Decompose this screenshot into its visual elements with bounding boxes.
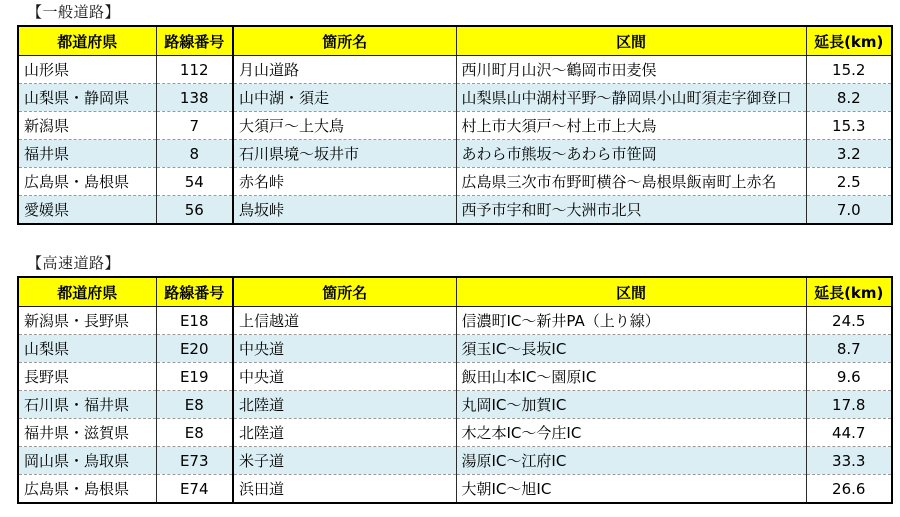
col-header-route-number: 路線番号 — [156, 277, 233, 307]
cell-section: 大朝IC～旭IC — [456, 475, 806, 504]
cell-length-km: 26.6 — [806, 475, 892, 504]
cell-route-number: E20 — [156, 335, 233, 363]
cell-route-number: E8 — [156, 391, 233, 419]
cell-route-number: E19 — [156, 363, 233, 391]
cell-location-name: 中央道 — [233, 335, 456, 363]
table-row — [18, 475, 892, 504]
cell-location-name: 赤名峠 — [233, 168, 456, 196]
cell-section: あわら市熊坂～あわら市笹岡 — [456, 140, 806, 168]
table-row — [18, 307, 892, 335]
cell-prefecture: 広島県・島根県 — [18, 475, 156, 504]
cell-location-name: 浜田道 — [233, 475, 456, 504]
cell-prefecture: 福井県・滋賀県 — [18, 419, 156, 447]
general-roads-section — [17, 2, 893, 225]
cell-route-number: 138 — [156, 84, 233, 112]
cell-length-km: 17.8 — [806, 391, 892, 419]
cell-route-number: E74 — [156, 475, 233, 504]
table-row — [18, 168, 892, 196]
col-header-location-name: 箇所名 — [233, 26, 456, 56]
cell-location-name: 鳥坂峠 — [233, 196, 456, 225]
cell-location-name: 石川県境～坂井市 — [233, 140, 456, 168]
cell-section: 山梨県山中湖村平野～静岡県小山町須走字御登口 — [456, 84, 806, 112]
cell-location-name: 大須戸～上大鳥 — [233, 112, 456, 140]
cell-length-km: 44.7 — [806, 419, 892, 447]
cell-route-number: 112 — [156, 56, 233, 84]
cell-route-number: 7 — [156, 112, 233, 140]
col-header-length-km: 延長(km) — [806, 26, 892, 56]
cell-prefecture: 岡山県・鳥取県 — [18, 447, 156, 475]
cell-prefecture: 福井県 — [18, 140, 156, 168]
cell-route-number: 54 — [156, 168, 233, 196]
cell-route-number: 8 — [156, 140, 233, 168]
cell-location-name: 北陸道 — [233, 391, 456, 419]
cell-prefecture: 山梨県 — [18, 335, 156, 363]
col-header-prefecture: 都道府県 — [18, 26, 156, 56]
cell-section: 西川町月山沢～鶴岡市田麦俣 — [456, 56, 806, 84]
cell-length-km: 8.7 — [806, 335, 892, 363]
cell-location-name: 月山道路 — [233, 56, 456, 84]
cell-length-km: 24.5 — [806, 307, 892, 335]
cell-section: 須玉IC～長坂IC — [456, 335, 806, 363]
table-row — [18, 112, 892, 140]
cell-length-km: 2.5 — [806, 168, 892, 196]
cell-route-number: E18 — [156, 307, 233, 335]
cell-section: 丸岡IC～加賀IC — [456, 391, 806, 419]
cell-length-km: 33.3 — [806, 447, 892, 475]
cell-length-km: 15.2 — [806, 56, 892, 84]
cell-length-km: 15.3 — [806, 112, 892, 140]
cell-location-name: 北陸道 — [233, 419, 456, 447]
cell-length-km: 8.2 — [806, 84, 892, 112]
cell-section: 西予市宇和町～大洲市北只 — [456, 196, 806, 225]
cell-location-name: 米子道 — [233, 447, 456, 475]
cell-section: 湯原IC～江府IC — [456, 447, 806, 475]
expressways-section — [17, 253, 893, 504]
cell-length-km: 9.6 — [806, 363, 892, 391]
cell-prefecture: 広島県・島根県 — [18, 168, 156, 196]
table-row — [18, 196, 892, 225]
cell-prefecture: 山形県 — [24, 61, 70, 79]
cell-location-name: 上信越道 — [233, 307, 456, 335]
cell-prefecture: 愛媛県 — [18, 196, 156, 225]
cell-section: 広島県三次市布野町横谷～島根県飯南町上赤名 — [456, 168, 806, 196]
expressways-title: 【高速道路】 — [27, 254, 121, 272]
col-header-section: 区間 — [456, 26, 806, 56]
cell-route-number: E8 — [156, 419, 233, 447]
col-header-length-km: 延長(km) — [806, 277, 892, 307]
table-row — [18, 56, 892, 84]
table-row — [18, 335, 892, 363]
cell-section: 村上市大須戸～村上市上大鳥 — [456, 112, 806, 140]
col-header-prefecture: 都道府県 — [18, 277, 156, 307]
cell-prefecture: 石川県・福井県 — [18, 391, 156, 419]
expressways-table — [17, 276, 893, 504]
cell-section: 信濃町IC～新井PA（上り線） — [456, 307, 806, 335]
header-row — [18, 277, 892, 307]
cell-route-number: 56 — [156, 196, 233, 225]
cell-location-name: 山中湖・須走 — [233, 84, 456, 112]
cell-length-km: 7.0 — [806, 196, 892, 225]
cell-length-km: 3.2 — [806, 140, 892, 168]
cell-route-number: E73 — [156, 447, 233, 475]
table-row — [18, 419, 892, 447]
table-row — [18, 363, 892, 391]
cell-prefecture: 新潟県 — [18, 112, 156, 140]
col-header-route-number: 路線番号 — [156, 26, 233, 56]
table-row — [18, 447, 892, 475]
cell-location-name: 中央道 — [233, 363, 456, 391]
general-roads-title: 【一般道路】 — [27, 3, 121, 21]
table-row — [18, 140, 892, 168]
table-row — [18, 391, 892, 419]
cell-section: 木之本IC～今庄IC — [456, 419, 806, 447]
general-roads-table — [17, 25, 893, 225]
col-header-section: 区間 — [456, 277, 806, 307]
cell-prefecture: 長野県 — [18, 363, 156, 391]
cell-prefecture: 新潟県・長野県 — [24, 312, 130, 330]
cell-prefecture: 山梨県・静岡県 — [18, 84, 156, 112]
table-row — [18, 84, 892, 112]
header-row — [18, 26, 892, 56]
col-header-location-name: 箇所名 — [233, 277, 456, 307]
cell-section: 飯田山本IC～園原IC — [456, 363, 806, 391]
